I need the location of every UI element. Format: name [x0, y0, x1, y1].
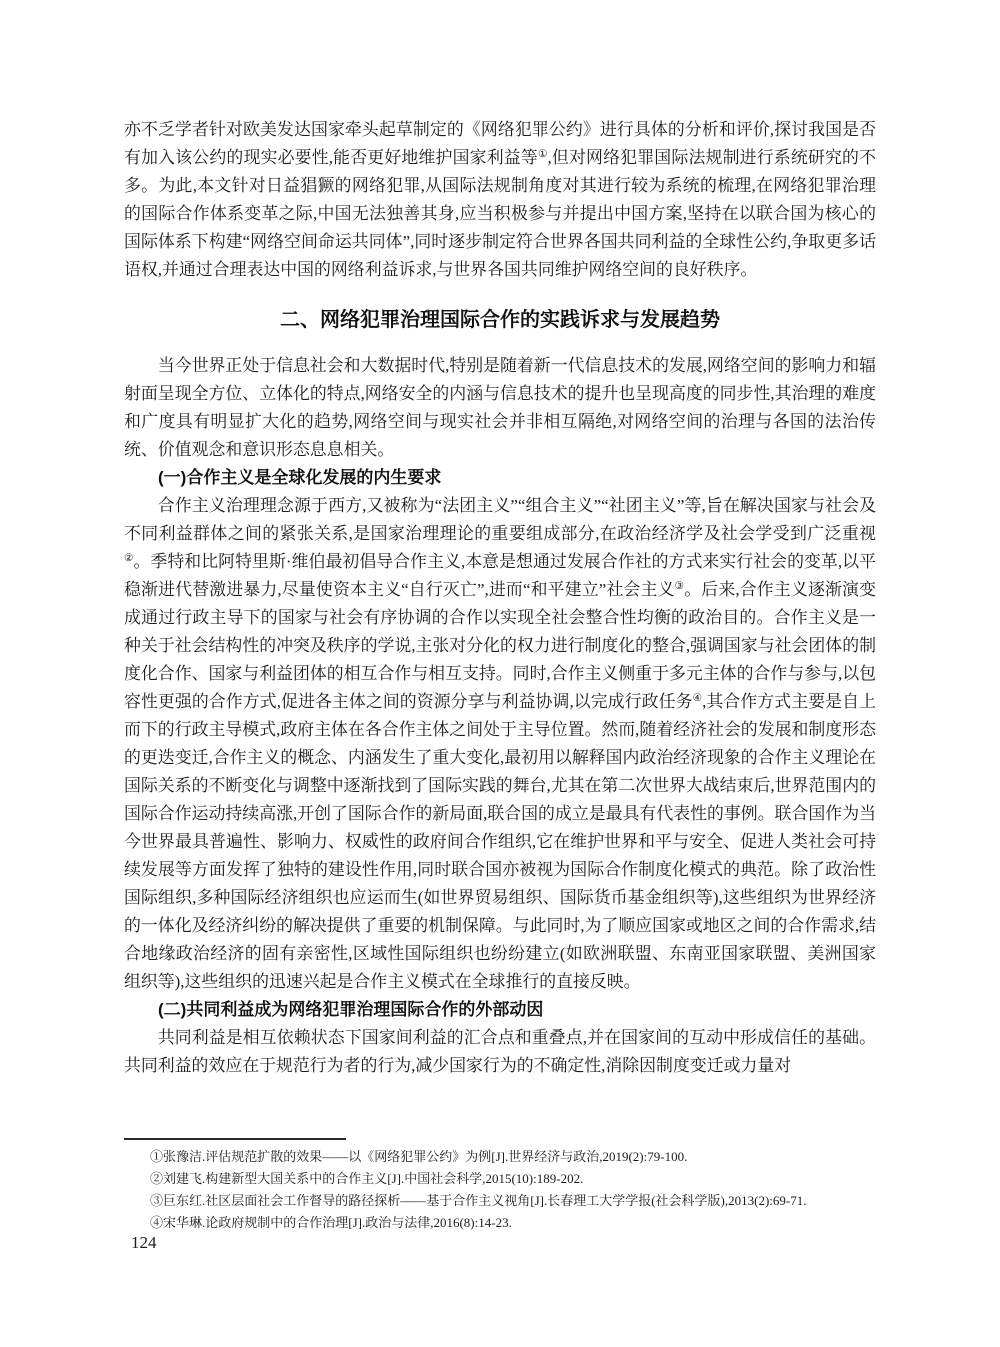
footnote-1: ①张豫洁.评估规范扩散的效果——以《网络犯罪公约》为例[J].世界经济与政治,2019(2):79-100.	[150, 1149, 688, 1164]
footnote-3: ③巨东红.社区层面社会工作督导的路径探析——基于合作主义视角[J].长春理工大学学报(社会科学版),2013(2):69-71.	[150, 1193, 807, 1208]
section-heading: 二、网络犯罪治理国际合作的实践诉求与发展趋势	[280, 309, 720, 331]
footnote-ref-1: ①	[537, 149, 548, 160]
page-number: 124	[131, 1233, 157, 1252]
paragraph-opening	[124, 116, 876, 284]
paragraph-intro: 当今世界正处于信息社会和大数据时代,特别是随着新一代信息技术的发展,网络空间的影响力和辐射面呈现全方位、立体化的特点,网络安全的内涵与信息技术的提升也呈现高度的同步性,其治理的难度和广度具有明显扩大化的趋势,网络空间与现实社会并非相互隔绝,对网络空间的治理与各国的法治传统、价值观念和意识形态息息相关。	[124, 356, 876, 459]
footnote-ref-2: ②	[124, 553, 134, 564]
footnote-ref-4: ④	[692, 693, 703, 704]
footnote-separator	[124, 1138, 346, 1140]
paragraph-text: 。季特和比阿特里斯·维伯最初倡导合作主义,本意是想通过发展合作社的方式来实行社会的变革,以平稳渐进代替激进暴力,尽量使资本主义“自行灭亡”,进而“和平建立”社会主义	[124, 552, 876, 599]
page-content	[124, 116, 876, 1080]
subsection-heading-2: (二)共同利益成为网络犯罪治理国际合作的外部动因	[158, 1000, 544, 1019]
paragraph-text: ,其合作方式主要是自上而下的行政主导模式,政府主体在各合作主体之间处于主导位置。然而,随着经济社会的发展和制度形态的更迭变迁,合作主义的概念、内涵发生了重大变化,最初用以解释国内政治经济现象的合作主义理论在国际关系的不断变化与调整中逐渐找到了国际实践的舞台,尤其在第二次世界大战结束后,世界范围内的国际合作运动持续高涨,开创了国际合作的新局面,联合国的成立是最具有代表性的事例。联合国作为当今世界最具普遍性、影响力、权威性的政府间合作组织,它在维护世界和平与安全、促进人类社会可持续发展等方面发挥了独特的建设性作用,同时联合国亦被视为国际合作制度化模式的典范。除了政治性国际组织,多种国际经济组织也应运而生(如世界贸易组织、国际货币基金组织等),这些组织为世界经济的一体化及经济纠纷的解决提供了重要的机制保障。与此同时,为了顺应国家或地区之间的合作需求,结合地缘政治经济的固有亲密性,区域性国际组织也纷纷建立(如欧洲联盟、东南亚国家联盟、美洲国家组织等),这些组织的迅速兴起是合作主义模式在全球推行的直接反映。	[124, 692, 876, 991]
footnote-2: ②刘建飞.构建新型大国关系中的合作主义[J].中国社会科学,2015(10):189-202.	[150, 1171, 584, 1186]
footnote-area	[124, 1138, 890, 1234]
paragraph-text: 合作主义治理理念源于西方,又被称为“法团主义”“组合主义”“社团主义”等,旨在解决国家与社会及不同利益群体之间的紧张关系,是国家治理理论的重要组成部分,在政治经济学及社会学受到广泛重视	[124, 496, 876, 543]
footnote-4: ④宋华琳.论政府规制中的合作治理[J].政治与法律,2016(8):14-23.	[150, 1215, 512, 1230]
footnote-ref-3: ③	[674, 581, 685, 592]
paragraph-text: 。后来,合作主义逐渐演变成通过行政主导下的国家与社会有序协调的合作以实现全社会整合性均衡的政治目的。合作主义是一种关于社会结构性的冲突及秩序的学说,主张对分化的权力进行制度化的整合,强调国家与社会团体的制度化合作、国家与利益团体的相互合作与相互支持。同时,合作主义侧重于多元主体的合作与参与,以包容性更强的合作方式,促进各主体之间的资源分享与利益协调,以完成行政任务	[124, 580, 876, 711]
paragraph-text: 亦不乏学者针对欧美发达国家牵头起草制定的《网络犯罪公约》进行具体的分析和评价,探讨我国是否有加入该公约的现实必要性,能否更好地维护国家利益等	[124, 120, 876, 167]
paragraph-cooperatism	[124, 492, 876, 996]
paragraph-text: ,但对网络犯罪国际法规制进行系统研究的不多。为此,本文针对日益猖獗的网络犯罪,从国际法规制角度对其进行较为系统的梳理,在网络犯罪治理的国际合作体系变革之际,中国无法独善其身,应当积极参与并提出中国方案,坚持在以联合国为核心的国际体系下构建“网络空间命运共同体”,同时逐步制定符合世界各国共同利益的全球性公约,争取更多话语权,并通过合理表达中国的网络利益诉求,与世界各国共同维护网络空间的良好秩序。	[124, 148, 876, 279]
paragraph-common-interest: 共同利益是相互依赖状态下国家间利益的汇合点和重叠点,并在国家间的互动中形成信任的基础。共同利益的效应在于规范行为者的行为,减少国家行为的不确定性,消除因制度变迁或力量对	[124, 1028, 876, 1075]
subsection-heading-1: (一)合作主义是全球化发展的内生要求	[158, 468, 442, 487]
